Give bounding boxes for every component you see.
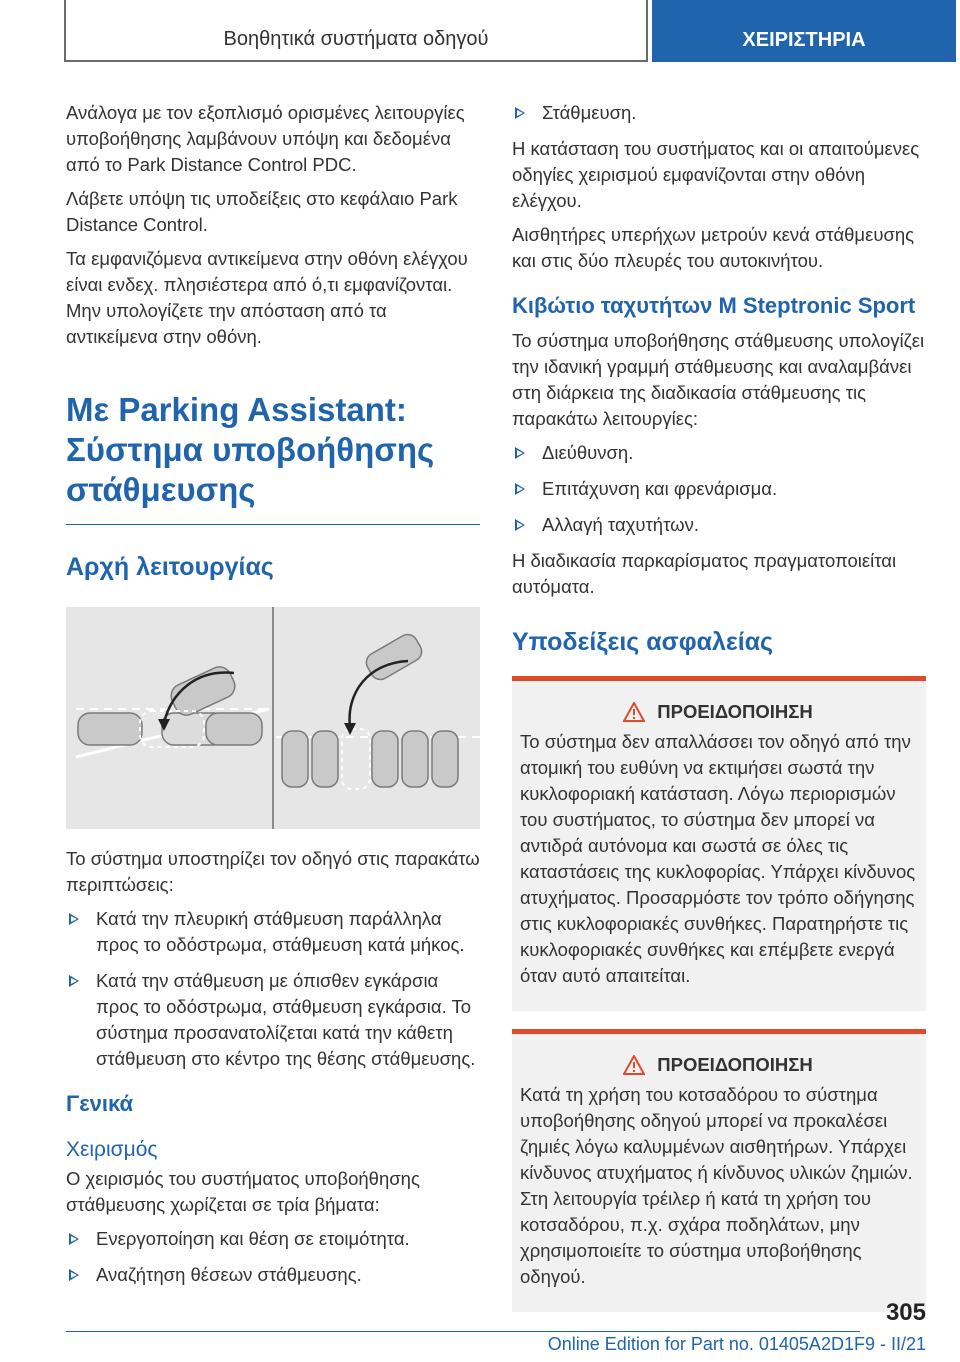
gearbox-text: Το σύστημα υποβοήθησης στάθμευσης υπολογίζει την ιδανική γραμμή στάθμευσης και αναλαμβάνει στη διάρκεια της διαδικασία στάθμευσης τις παρακάτω λειτουργίες: bbox=[512, 330, 925, 429]
warning-text: Το σύστημα δεν απαλλάσσει τον οδηγό από την ατομική του ευθύνη να εκτιμήσει σωστά την κυκλοφοριακή κατάσταση. Λόγω περιορισμών του συστήματος, το σύστημα δεν μπορεί να αντιδρά αυτόνομα και σωστά σε όλες τις καταστάσεις της κυκλοφορίας. Υπάρχει κίνδυνος ατυχήματος. Προσαρμόστε τον τρόπο οδήγησης στις κυκλοφοριακές συνθήκες. Παρατηρήστε τις κυκλοφοριακές συνθήκες και επέμβετε ενεργά όταν αυτό απαιτείται. bbox=[520, 731, 916, 986]
footer-divider bbox=[66, 1331, 860, 1332]
principle-text: Το σύστημα υποστηρίζει τον οδηγό στις παρακάτω περιπτώσεις: bbox=[66, 848, 480, 895]
triangle-bullet-icon bbox=[515, 447, 525, 459]
section-heading-parking-assistant: Με Parking Assistant: Σύστημα υποβοήθησης στάθμευσης bbox=[66, 390, 480, 525]
heading-principle: Αρχή λειτουργίας bbox=[66, 553, 274, 581]
right-column bbox=[512, 100, 926, 1326]
list-item: Επιτάχυνση και φρενάρισμα. bbox=[512, 476, 926, 502]
page-number: 305 bbox=[885, 1299, 926, 1326]
warning-title: ΠΡΟΕΙΔΟΠΟΙΗΣΗ bbox=[657, 1054, 813, 1075]
list-item: Διεύθυνση. bbox=[512, 440, 926, 466]
triangle-bullet-icon bbox=[515, 519, 525, 531]
list-item: Αναζήτηση θέσεων στάθμευσης. bbox=[66, 1262, 480, 1288]
principle-list bbox=[66, 906, 480, 1072]
warning-title: ΠΡΟΕΙΔΟΠΟΙΗΣΗ bbox=[657, 701, 813, 722]
header-section-title: Βοηθητικά συστήματα οδηγού bbox=[223, 28, 489, 50]
heading-operation: Χειρισμός bbox=[66, 1138, 158, 1161]
triangle-bullet-icon bbox=[69, 1233, 79, 1245]
operation-list-continued bbox=[512, 100, 926, 126]
warning-triangle-icon bbox=[623, 702, 645, 722]
intro-paragraph-3: Τα εμφανιζόμενα αντικείμενα στην οθόνη ελέγχου είναι ενδεχ. πλησιέστερα από ό,τι εμφανίζονται. Μην υπολογίζετε την απόσταση από τα αντικείμενα στην οθόνη. bbox=[66, 248, 468, 347]
heading-safety: Υποδείξεις ασφαλείας bbox=[512, 628, 774, 656]
footer-edition: Online Edition for Part no. 01405A2D1F9 - II/21 bbox=[547, 1334, 926, 1354]
list-item: Κατά την πλευρική στάθμευση παράλληλα προς το οδόστρωμα, στάθμευση κατά μήκος. bbox=[66, 906, 480, 958]
intro-paragraph-1: Ανάλογα με τον εξοπλισμό ορισμένες λειτουργίες υποβοήθησης λαμβάνουν υπόψη και δεδομένα από το Park Distance Control PDC. bbox=[66, 102, 465, 175]
heading-gearbox: Κιβώτιο ταχυτήτων M Steptronic Sport bbox=[512, 293, 916, 318]
list-item: Ενεργοποίηση και θέση σε ετοιμότητα. bbox=[66, 1226, 480, 1252]
left-column bbox=[66, 100, 480, 1298]
warning-box-1 bbox=[512, 676, 926, 1011]
operation-text: Ο χειρισμός του συστήματος υποβοήθησης στάθμευσης χωρίζεται σε τρία βήματα: bbox=[66, 1168, 420, 1215]
parking-illustration bbox=[66, 607, 480, 829]
warning-text: Κατά τη χρήση του κοτσαδόρου το σύστημα υποβοήθησης οδηγού μπορεί να προκαλέσει ζημιές λόγω καλυμμένων αισθητήρων. Υπάρχει κίνδυνος ατυχήματος ή κίνδυνος υλικών ζημιών. Στη λειτουργία τρέιλερ ή κατά τη χρήση του κοτσαδόρου, π.χ. σχάρα ποδηλάτων, μην χρησιμοποιείτε το σύστημα υποβοήθησης οδηγού. bbox=[520, 1084, 913, 1287]
auto-text: Η διαδικασία παρκαρίσματος πραγματοποιείται αυτόματα. bbox=[512, 550, 897, 597]
header-chapter-tab[interactable]: ΧΕΙΡΙΣΤΗΡΙΑ bbox=[652, 0, 956, 62]
warning-triangle-icon bbox=[623, 1055, 645, 1075]
status-text: Η κατάσταση του συστήματος και οι απαιτούμενες οδηγίες χειρισμού εμφανίζονται στην οθόνη ελέγχου. bbox=[512, 138, 920, 211]
triangle-bullet-icon bbox=[515, 483, 525, 495]
warning-box-2 bbox=[512, 1029, 926, 1312]
sensor-text: Αισθητήρες υπερήχων μετρούν κενά στάθμευσης και στις δύο πλευρές του αυτοκινήτου. bbox=[512, 224, 915, 271]
intro-paragraph-2: Λάβετε υπόψη τις υποδείξεις στο κεφάλαιο Park Distance Control. bbox=[66, 188, 458, 235]
operation-list bbox=[66, 1226, 480, 1288]
triangle-bullet-icon bbox=[69, 913, 79, 925]
list-item: Κατά την στάθμευση με όπισθεν εγκάρσια προς το οδόστρωμα, στάθμευση εγκάρσια. Το σύστημα προσανατολίζεται κατά την κάθετη στάθμευση στο κέντρο της θέσης στάθμευσης. bbox=[66, 968, 480, 1072]
list-item: Στάθμευση. bbox=[512, 100, 926, 126]
heading-general: Γενικά bbox=[66, 1091, 134, 1116]
triangle-bullet-icon bbox=[515, 107, 525, 119]
triangle-bullet-icon bbox=[69, 1269, 79, 1281]
list-item: Αλλαγή ταχυτήτων. bbox=[512, 512, 926, 538]
triangle-bullet-icon bbox=[69, 975, 79, 987]
gearbox-list bbox=[512, 440, 926, 538]
